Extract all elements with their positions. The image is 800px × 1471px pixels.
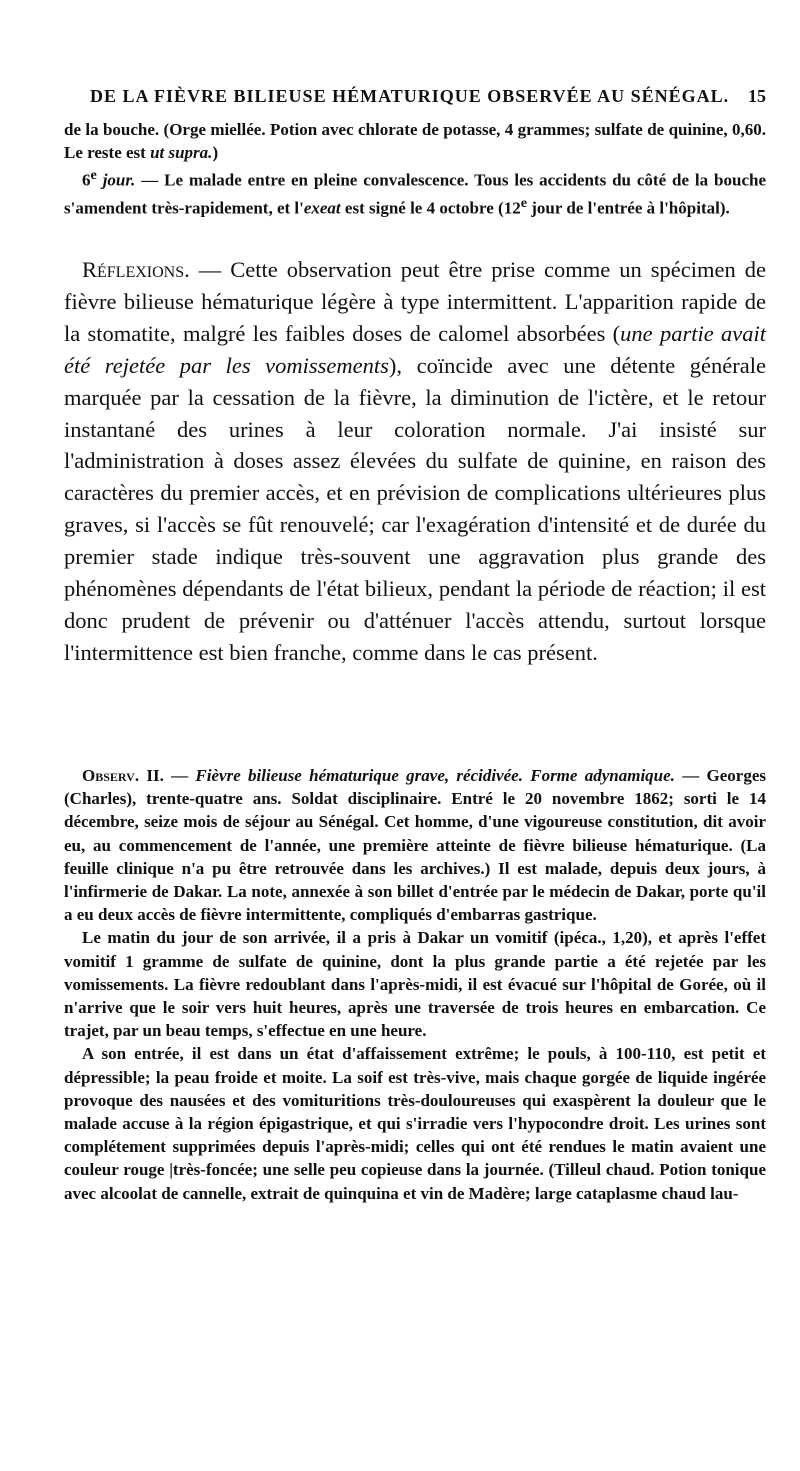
day-six-text-2: est signé le 4 octobre (12 xyxy=(340,198,521,218)
reflections-section xyxy=(64,254,766,669)
reflections-text: — Cette observation peut être prise comme un spécimen de fièvre bilieuse hématurique légère à type intermittent. L'apparition rapide de la stomatite, malgré les faibles doses de calomel absorbées ( xyxy=(64,257,766,346)
paragraph-treatment-text: de la bouche. (Orge miellée. Potion avec chlorate de potasse, 4 grammes; sulfate de quinine, 0,60. Le reste est xyxy=(64,120,766,163)
running-title: DE LA FIÈVRE BILIEUSE HÉMATURIQUE OBSERVÉE AU SÉNÉGAL. xyxy=(90,86,730,106)
observation-two-section xyxy=(64,764,766,1205)
paragraph-reflections xyxy=(64,254,766,669)
paragraph-admission-state: A son entrée, il est dans un état d'affaissement extrême; le pouls, à 100-110, est petit et dépressible; la peau froide et moite. La soif est très-vive, mais chaque gorgée de liquide ingérée provoque des nausées et des vomituritions très-douloureuses qui exaspèrent la douleur que le malade accuse à la région épigastrique, et qui s'irradie vers l'hypocondre droit. Les urines sont complétement supprimées depuis l'après-midi; celles qui ont été rendues le matin avaient une couleur rouge |très-foncée; une selle peu copieuse dans la journée. (Tilleul chaud. Potion tonique avec alcoolat de cannelle, extrait de quinquina et vin de Madère; large cataplasme chaud lau- xyxy=(64,1044,766,1203)
page-header xyxy=(40,82,766,116)
day-superscript: e xyxy=(90,167,97,184)
paragraph-treatment-close: ) xyxy=(212,143,219,163)
twelfth-superscript: e xyxy=(520,195,528,212)
day-number: 6 xyxy=(82,171,91,191)
page-number: 15 xyxy=(748,86,766,106)
day-six-text-3: jour de l'entrée à l'hôpital). xyxy=(527,198,730,218)
paragraph-treatment xyxy=(64,118,766,164)
day-label: jour. xyxy=(96,171,136,191)
ut-supra-italic: ut supra. xyxy=(150,143,213,163)
reflections-italic: une partie avait été rejetée par les vomissements xyxy=(64,320,766,378)
observation-label: Observ. xyxy=(82,766,140,785)
observation-continuation xyxy=(64,118,766,220)
observation-number: II. — xyxy=(139,766,196,785)
exeat-italic: exeat xyxy=(303,198,341,218)
day-six-text: — Le malade entre en pleine convalescence. Tous les accidents du côté de la bouche s'amendent très-rapidement, et l' xyxy=(64,171,766,218)
observation-text: — Georges (Charles), trente-quatre ans. Soldat disciplinaire. Entré le 20 novembre 1862; sorti le 14 décembre, seize mois de séjour au Sénégal. Cet homme, d'une vigoureuse constitution, dit avoir eu, au commencement de l'année, une première atteinte de fièvre bilieuse hématurique. (La feuille clinique n'a pu être retrouvée dans les archives.) Il est malade, depuis deux jours, à l'infirmerie de Dakar. La note, annexée à son billet d'entrée par le médecin de Dakar, porte qu'il a eu deux accès de fièvre intermittente, compliqués d'embarras gastrique. xyxy=(64,766,766,925)
paragraph-arrival-morning: Le matin du jour de son arrivée, il a pris à Dakar un vomitif (ipéca., 1,20), et après l'effet vomitif 1 gramme de sulfate de quinine, dont la plus grande partie a été rejetée par les vomissements. La fièvre redoublant dans l'après-midi, il est évacué sur l'hôpital de Gorée, où il n'arrive que le soir vers huit heures, après une traversée de trois heures en embarcation. Ce trajet, par un beau temps, s'effectue en une heure. xyxy=(64,928,766,1041)
paragraph-day-six xyxy=(64,164,766,220)
reflections-text-2: ), coïncide avec une détente générale marquée par la cessation de la fièvre, la diminution de l'ictère, et le retour instantané des urines à leur coloration normale. J'ai insisté sur l'administration à doses assez élevées du sulfate de quinine, en raison des caractères du premier accès, et en prévision de complications ultérieures plus graves, si l'accès se fût renouvelé; car l'exagération d'intensité et de durée du premier stade indique très-souvent une aggravation plus grande des phénomènes dépendants de l'état bilieux, pendant la période de réaction; il est donc prudent de prévenir ou d'atténuer l'accès attendu, surtout lorsque l'intermittence est bien franche, comme dans le cas présent. xyxy=(64,352,766,665)
reflections-label: Réflexions. xyxy=(82,257,190,282)
observation-title: Fièvre bilieuse hématurique grave, récidivée. Forme adynamique. xyxy=(195,766,675,785)
paragraph-observation-two xyxy=(64,764,766,926)
